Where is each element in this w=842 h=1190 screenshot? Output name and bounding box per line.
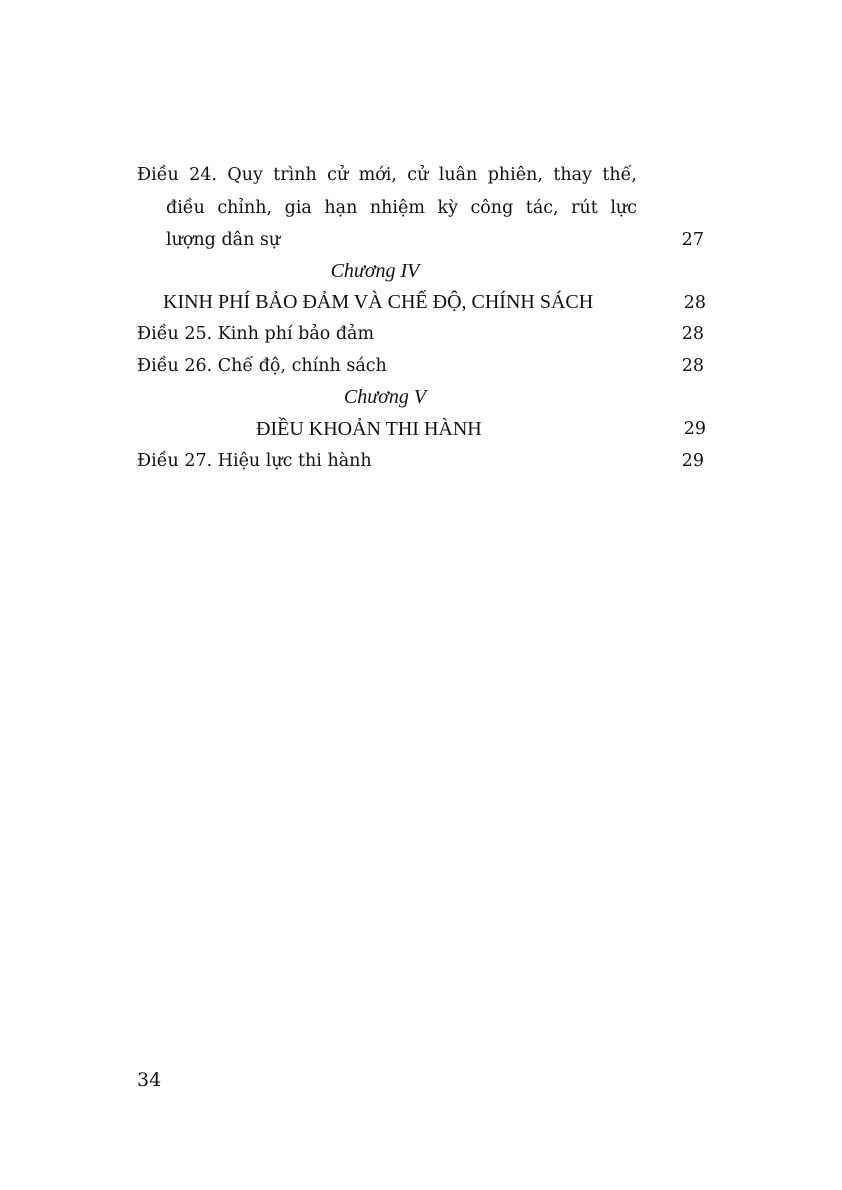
toc-page-dieu-26: 28 xyxy=(681,356,704,376)
toc-page-chapter-5: 29 xyxy=(683,419,706,439)
toc-entry-dieu-24-line-2: điều chỉnh, gia hạn nhiệm kỳ công tác, rút lực xyxy=(166,198,637,218)
chapter-4-label: Chương IV xyxy=(330,260,420,282)
toc-entry-dieu-25: Điều 25. Kinh phí bảo đảm xyxy=(137,324,375,344)
toc-entry-dieu-27: Điều 27. Hiệu lực thi hành xyxy=(137,451,372,471)
chapter-4-title: KINH PHÍ BẢO ĐẢM VÀ CHẾ ĐỘ, CHÍNH SÁCH xyxy=(163,291,594,313)
toc-page-dieu-24: 27 xyxy=(681,230,704,250)
toc-entry-dieu-24-line-1: Điều 24. Quy trình cử mới, cử luân phiên, thay thế, xyxy=(137,165,637,185)
page-number: 34 xyxy=(137,1069,162,1091)
toc-page-chapter-4: 28 xyxy=(683,293,706,313)
toc-page-dieu-25: 28 xyxy=(681,324,704,344)
chapter-5-label: Chương V xyxy=(343,386,427,408)
chapter-5-title: ĐIỀU KHOẢN THI HÀNH xyxy=(256,418,482,440)
toc-entry-dieu-26: Điều 26. Chế độ, chính sách xyxy=(137,356,387,376)
toc-page-dieu-27: 29 xyxy=(681,451,704,471)
toc-entry-dieu-24-line-3: lượng dân sự xyxy=(166,230,281,250)
